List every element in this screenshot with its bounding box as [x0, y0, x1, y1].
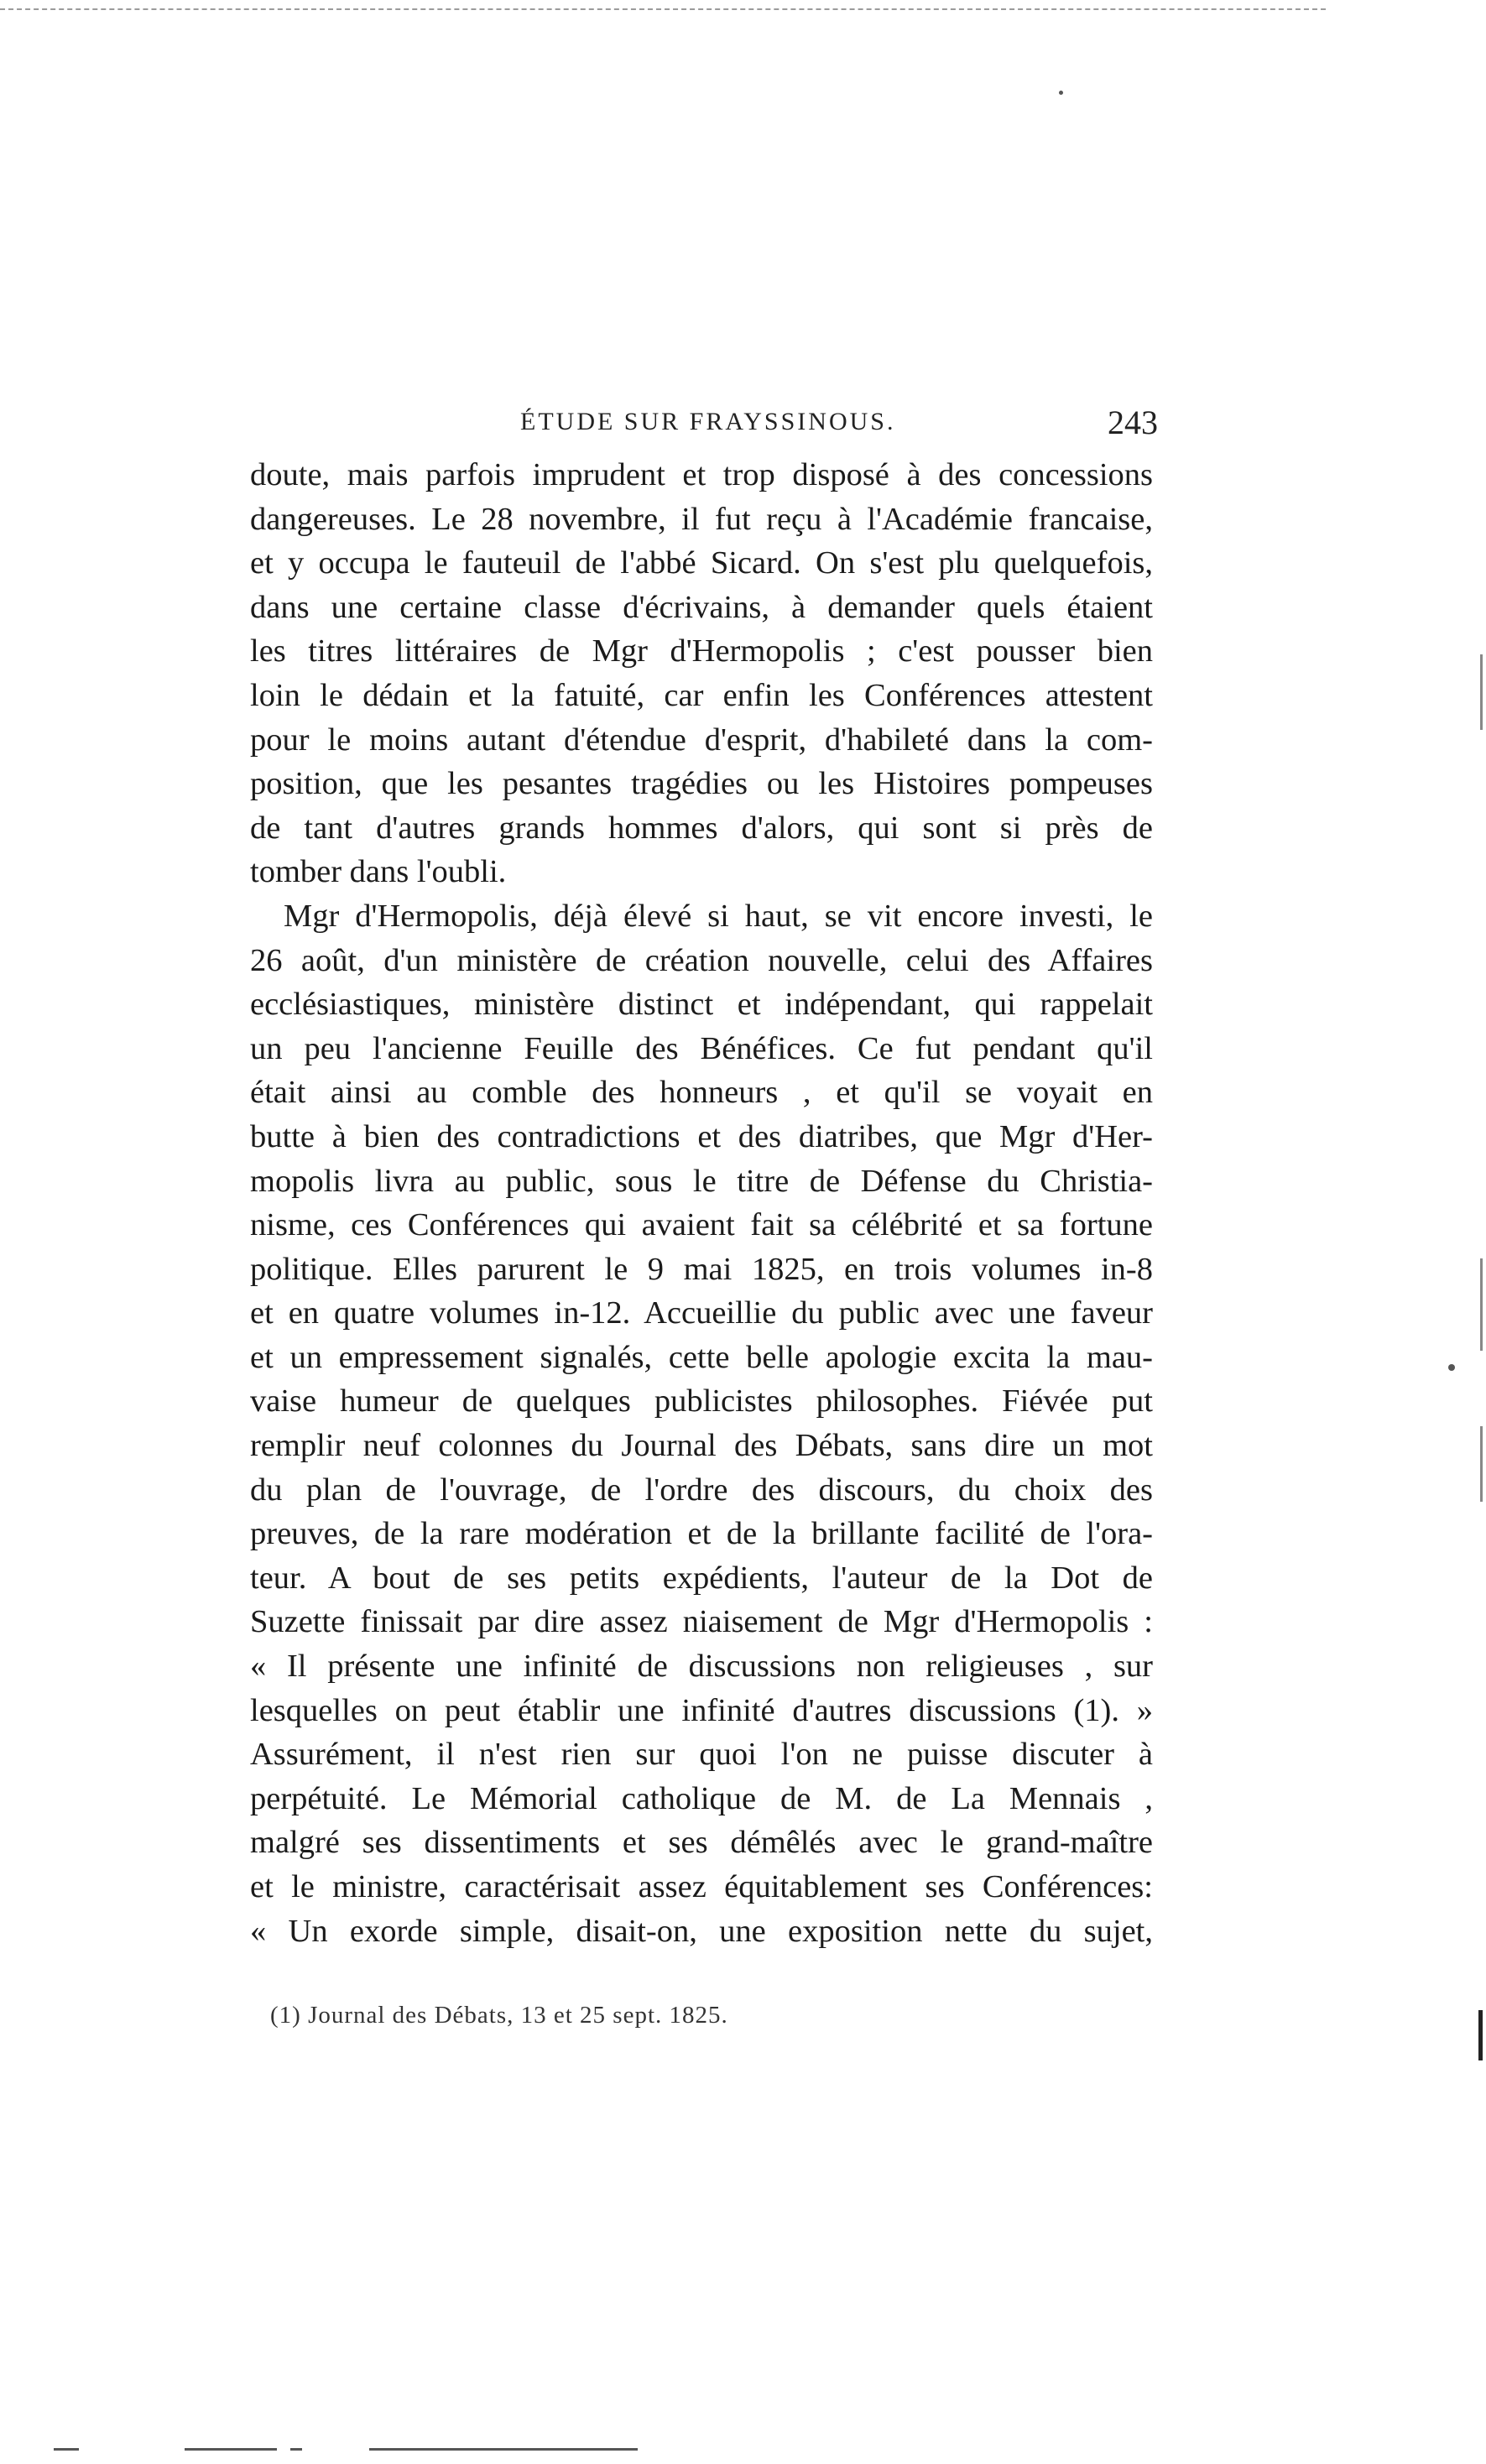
- body-text: [250, 453, 1153, 1953]
- scan-edge-bottom: [290, 2448, 302, 2451]
- text-line: butte à bien des contradictions et des diatribes, que Mgr d'Her-: [250, 1118, 1153, 1154]
- running-title: ÉTUDE SUR FRAYSSINOUS.: [520, 408, 896, 435]
- text-line: et le ministre, caractérisait assez équitablement ses Conférences:: [250, 1869, 1153, 1904]
- text-line: dans une certaine classe d'écrivains, à demander quels étaient: [250, 589, 1153, 625]
- text-line: du plan de l'ouvrage, de l'ordre des discours, du choix des: [250, 1472, 1153, 1508]
- scan-edge-top: [0, 8, 1326, 10]
- text-line: teur. A bout de ses petits expédients, l'auteur de la Dot de: [250, 1560, 1153, 1596]
- text-line: et en quatre volumes in-12. Accueillie du public avec une faveur: [250, 1295, 1153, 1331]
- text-line: Assurément, il n'est rien sur quoi l'on ne puisse discuter à: [250, 1737, 1153, 1773]
- text-line: 26 août, d'un ministère de création nouvelle, celui des Affaires: [250, 942, 1153, 978]
- text-line: « Il présente une infinité de discussions non religieuses , sur: [250, 1649, 1153, 1685]
- text-line: loin le dédain et la fatuité, car enfin les Conférences attestent: [250, 677, 1153, 713]
- text-line: et y occupa le fauteuil de l'abbé Sicard. On s'est plu quelquefois,: [250, 545, 1153, 581]
- text-line: malgré ses dissentiments et ses démêlés avec le grand-maître: [250, 1825, 1153, 1861]
- scan-edge-bottom: [54, 2448, 79, 2451]
- running-header: [252, 403, 1158, 453]
- scan-edge-bottom: [185, 2448, 277, 2451]
- text-line: pour le moins autant d'étendue d'esprit, d'habileté dans la com-: [250, 721, 1153, 758]
- text-line: preuves, de la rare modération et de la brillante facilité de l'ora-: [250, 1516, 1153, 1552]
- text-line: était ainsi au comble des honneurs , et qu'il se voyait en: [250, 1075, 1153, 1111]
- text-line: ecclésiastiques, ministère distinct et indépendant, qui rappelait: [250, 987, 1153, 1023]
- scan-edge-bottom: [369, 2448, 638, 2451]
- text-line: les titres littéraires de Mgr d'Hermopolis ; c'est pousser bien: [250, 633, 1153, 669]
- text-line: lesquelles on peut établir une infinité d'autres discussions (1). »: [250, 1692, 1153, 1728]
- text-line: remplir neuf colonnes du Journal des Débats, sans dire un mot: [250, 1428, 1153, 1464]
- scan-edge-mark: [1480, 1258, 1483, 1351]
- text-line: doute, mais parfois imprudent et trop disposé à des concessions: [250, 457, 1153, 492]
- scan-speck: [1059, 91, 1063, 95]
- text-line: Suzette finissait par dire assez niaisement de Mgr d'Hermopolis :: [250, 1604, 1153, 1640]
- footnote: (1) Journal des Débats, 13 et 25 sept. 1825.: [270, 2002, 728, 2029]
- scan-edge-mark: [1478, 2010, 1483, 2060]
- text-line: tomber dans l'oubli.: [250, 854, 507, 890]
- text-line: de tant d'autres grands hommes d'alors, qui sont si près de: [250, 810, 1153, 846]
- text-line: nisme, ces Conférences qui avaient fait sa célébrité et sa fortune: [250, 1207, 1153, 1243]
- scan-speck: [1448, 1364, 1455, 1371]
- text-line: un peu l'ancienne Feuille des Bénéfices. Ce fut pendant qu'il: [250, 1030, 1153, 1066]
- text-line: et un empressement signalés, cette belle apologie excita la mau-: [250, 1339, 1153, 1375]
- scan-edge-mark: [1480, 1426, 1483, 1502]
- scan-edge-mark: [1480, 654, 1483, 730]
- text-line: Mgr d'Hermopolis, déjà élevé si haut, se vit encore investi, le: [284, 898, 1153, 934]
- text-line: mopolis livra au public, sous le titre de Défense du Christia-: [250, 1163, 1153, 1199]
- text-line: politique. Elles parurent le 9 mai 1825, en trois volumes in-8: [250, 1251, 1153, 1287]
- text-line: vaise humeur de quelques publicistes philosophes. Fiévée put: [250, 1383, 1153, 1420]
- text-line: position, que les pesantes tragédies ou les Histoires pompeuses: [250, 766, 1153, 802]
- text-line: « Un exorde simple, disait-on, une exposition nette du sujet,: [250, 1913, 1153, 1949]
- page-number: 243: [1108, 404, 1158, 441]
- text-line: perpétuité. Le Mémorial catholique de M. de La Mennais ,: [250, 1780, 1153, 1816]
- text-line: dangereuses. Le 28 novembre, il fut reçu à l'Académie francaise,: [250, 501, 1153, 537]
